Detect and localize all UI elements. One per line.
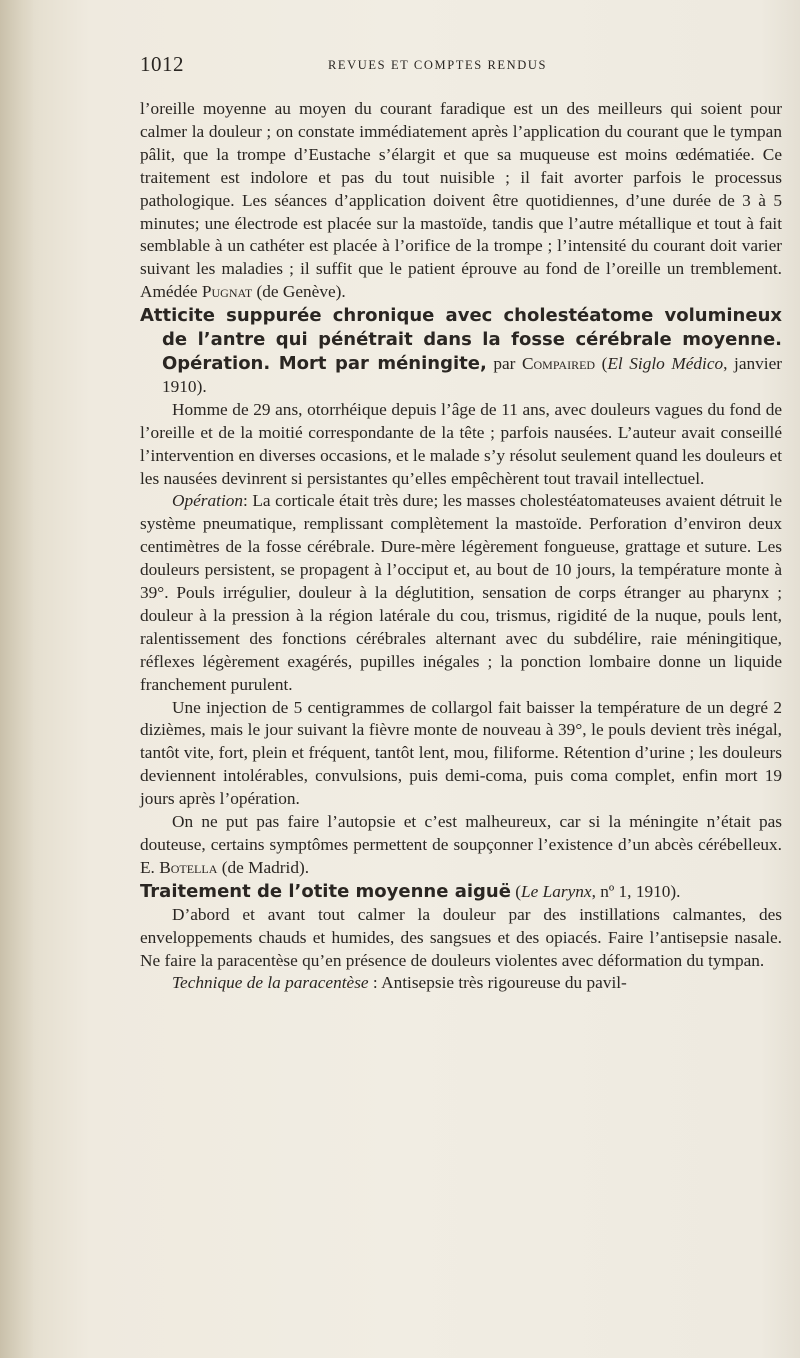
source-journal: Le Larynx <box>521 881 592 901</box>
page-header <box>140 52 780 82</box>
author-name: Botella <box>159 857 218 877</box>
page-number: 1012 <box>140 52 184 76</box>
page-spine-shadow <box>0 0 34 1358</box>
source-journal: El Siglo Médico <box>607 353 724 373</box>
author-name: Pugnat <box>201 282 253 302</box>
paragraph-treatment: D’abord et avant tout calmer la douleur par des instillations calmantes, des enveloppements chauds et humides, des sangsues et des opiacés. Faire l’antisepsie nasale. Ne faire la paracentèse qu’en présence de douleurs violentes avec déformation du tympan. <box>140 904 782 970</box>
body-text <box>140 98 782 995</box>
paragraph-operation: Opération: La corticale était très dure; les masses cholestéatomateuses avaient détruit le système pneumatique, remplissant complètement la mastoïde. Perforation d’environ deux centimètres de la fosse cérébrale. Dure-mère légèrement fongueuse, grattage et suture. Les douleurs persistent, se propagent à l’occiput et, au bout de 10 jours, la température monte à 39°. Pouls irrégulier, douleur à la déglutition, sensation de corps étranger au pharynx ; douleur à la pression à la région latérale du cou, trismus, rigidité de la nuque, pouls lent, ralentissement des fonctions cérébrales alternant avec du subdélire, raie méningitique, réflexes légèrement exagérés, pupilles inégales ; la ponction lombaire donne un liquide franchement purulent. <box>140 491 782 694</box>
paragraph-patient-history: Homme de 29 ans, otorrhéique depuis l’âge de 11 ans, avec douleurs vagues du fond de l’oreille et de la moitié correspondante de la tête ; parfois nausées. L’auteur avait conseillé l’intervention en diverses occasions, et le malade s’y résolut seulement quand les douleurs et les nausées devinrent si persistantes qu’elles empêchèrent tout travail intellectuel. <box>140 399 782 488</box>
section-lead: Opération <box>172 491 244 511</box>
article-title: Atticite suppurée chronique avec cholestéatome volumineux de l’antre qui pénétrait dans la fosse cérébrale moyenne. Opération. Mort par méningite, <box>140 305 782 374</box>
article-heading-atticite: Atticite suppurée chronique avec cholestéatome volumineux de l’antre qui pénétrait dans la fosse cérébrale moyenne. Opération. Mort par méningite, par Compaired (El Siglo Médico, janvier 1910). <box>140 305 782 396</box>
running-head: REVUES ET COMPTES RENDUS <box>328 58 548 72</box>
paragraph-paracentesis: Technique de la paracentèse : Antisepsie très rigoureuse du pavil- <box>172 973 627 993</box>
author-name: Compaired <box>521 353 596 373</box>
article-title: Traitement de l’otite moyenne aiguë <box>140 880 511 902</box>
section-lead: Technique de la paracentèse <box>172 973 369 993</box>
paragraph-collargol: Une injection de 5 centigrammes de collargol fait baisser la température de un degré 2 dizièmes, mais le jour suivant la fièvre monte de nouveau à 39°, le pouls devient très inégal, tantôt vite, fort, plein et fréquent, tantôt lent, mou, filiforme. Rétention d’urine ; les douleurs deviennent intolérables, convulsions, puis demi-coma, puis coma complet, enfin mort 19 jours après l’opération. <box>140 697 782 809</box>
paragraph-faradic-current: l’oreille moyenne au moyen du courant faradique est un des meilleurs qui soient pour calmer la douleur ; on constate immédiatement après l’application du courant que le tympan pâlit, que la trompe d’Eustache s’élargit et que sa muqueuse est moins œdématiée. Ce traitement est indolore et pas du tout nuisible ; il fait avorter parfois le processus pathologique. Les séances d’application doivent être quotidiennes, d’une durée de 3 à 5 minutes; une électrode est placée sur la mastoïde, tandis que l’autre métallique et tout à fait semblable à un cathéter est placée à l’orifice de la trompe ; l’intensité du courant doit varier suivant les maladies ; il suffit que le patient éprouve au fond de l’oreille un tremblement. Amédée Pugnat (de Genève). <box>140 99 782 302</box>
paragraph-autopsy: On ne put pas faire l’autopsie et c’est malheureux, car si la méningite n’était pas douteuse, certains symptômes permettent de soupçonner l’existence d’un abcès cérébelleux. E. Botella (de Madrid). <box>140 812 782 877</box>
article-heading-otite: Traitement de l’otite moyenne aiguë (Le Larynx, nº 1, 1910). <box>140 880 681 902</box>
